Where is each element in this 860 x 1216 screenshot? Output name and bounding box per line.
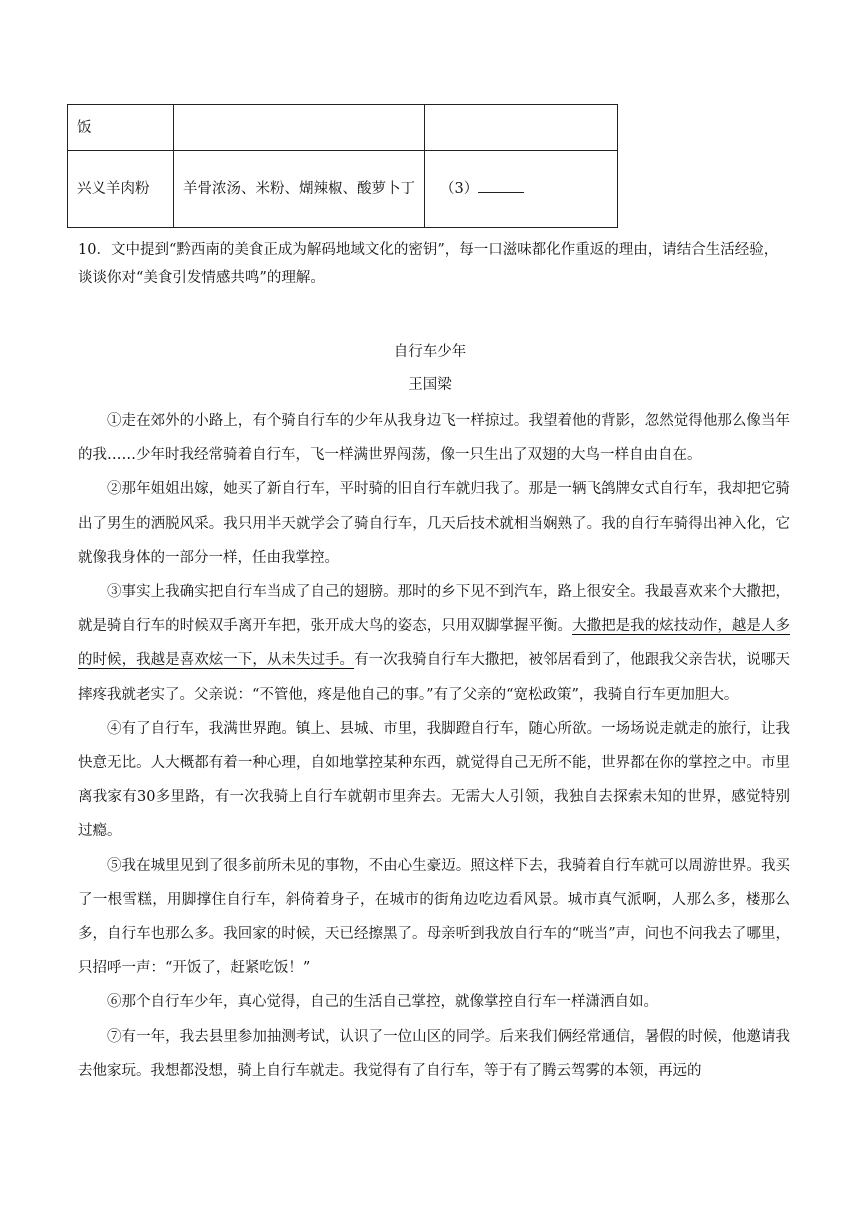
paragraph-4: ④有了自行车，我满世界跑。镇上、县城、市里，我脚蹬自行车，随心所欲。一场场说走就走的旅行，让我快意无比。人大概都有着一种心理，自如地掌控某种东西，就觉得自己无所不能，世界都在你的掌控之中。市里离我家有30多里路，有一次我骑上自行车就朝市里奔去。无需大人引领，我独自去探索未知的世界，感觉特别过瘾。 [78, 720, 790, 840]
essay-author: 王国梁 [408, 377, 452, 393]
answer-cell [425, 151, 618, 228]
food-name-cell: 兴义羊肉粉 [68, 151, 174, 228]
paragraph-5: ⑤我在城里见到了很多前所未见的事物，不由心生豪迈。照这样下去，我骑着自行车就可以周游世界。我买了一根雪糕，用脚撑住自行车，斜倚着身子，在城市的街角边吃边看风景。城市真气派啊，人那么多，楼那么多，自行车也那么多。我回家的时候，天已经擦黑了。母亲听到我放自行车的“咣当”声，问也不问我去了哪里，只招呼一声：“开饭了，赶紧吃饭！” [78, 857, 790, 977]
paragraph-3-text: 有一次我骑自行车大撒把，被邻居看到了，他跟我父亲告状，说哪天摔疼我就老实了。父亲说：“不管他，疼是他自己的事。”有了父亲的“宽松政策”，我骑自行车更加胆大。 [78, 652, 790, 703]
essay-body [78, 404, 790, 1088]
paragraph-2: ②那年姐姐出嫁，她买了新自行车，平时骑的旧自行车就归我了。那是一辆飞鸽牌女式自行车，我却把它骑出了男生的洒脱风采。我只用半天就学会了骑自行车，几天后技术就相当娴熟了。我的自行车骑得出神入化，它就像我身体的一部分一样，任由我掌控。 [78, 481, 790, 566]
table-row [68, 105, 618, 151]
essay-title: 自行车少年 [393, 344, 467, 360]
ingredients-cell [174, 105, 425, 151]
food-name-cell: 饭 [68, 105, 174, 151]
paragraph-3 [78, 575, 790, 712]
table-row [68, 151, 618, 228]
question-10 [78, 236, 790, 292]
question-text: 10．文中提到“黔西南的美食正成为解码地域文化的密钥”，每一口滋味都化作重返的理由，请结合生活经验，谈谈你对“美食引发情感共鸣”的理解。 [78, 242, 779, 286]
answer-number: （3） [440, 181, 479, 197]
answer-cell [425, 105, 618, 151]
paragraph-6: ⑥那个自行车少年，真心觉得，自己的生活自己掌控，就像掌控自行车一样潇洒自如。 [107, 994, 658, 1011]
food-table [67, 104, 618, 228]
paragraph-3-text: ③事实上我确实把自行车当成了自己的翅膀。那时的乡下见不到汽车，路上很安全。我最喜欢来个大撒把，就是骑自行车的时候双手离开车把，张开成大鸟的姿态，只用双脚掌握平衡。 [78, 584, 790, 635]
paragraph-1: ①走在郊外的小路上，有个骑自行车的少年从我身边飞一样掠过。我望着他的背影，忽然觉得他那么像当年的我……少年时我经常骑着自行车，飞一样满世界闯荡，像一只生出了双翅的大鸟一样自由自在。 [78, 413, 790, 464]
answer-blank[interactable] [478, 178, 524, 193]
paragraph-7: ⑦有一年，我去县里参加抽测考试，认识了一位山区的同学。后来我们俩经常通信，暑假的时候，他邀请我去他家玩。我想都没想，骑上自行车就走。我觉得有了自行车，等于有了腾云驾雾的本领，再远的 [78, 1028, 790, 1079]
ingredients-cell: 羊骨浓汤、米粉、煳辣椒、酸萝卜丁 [174, 151, 425, 228]
underlined-sentence: 大撒把是我的炫技动作，越是人多的时候，我越是喜欢炫一下，从未失过手。 [78, 618, 790, 669]
